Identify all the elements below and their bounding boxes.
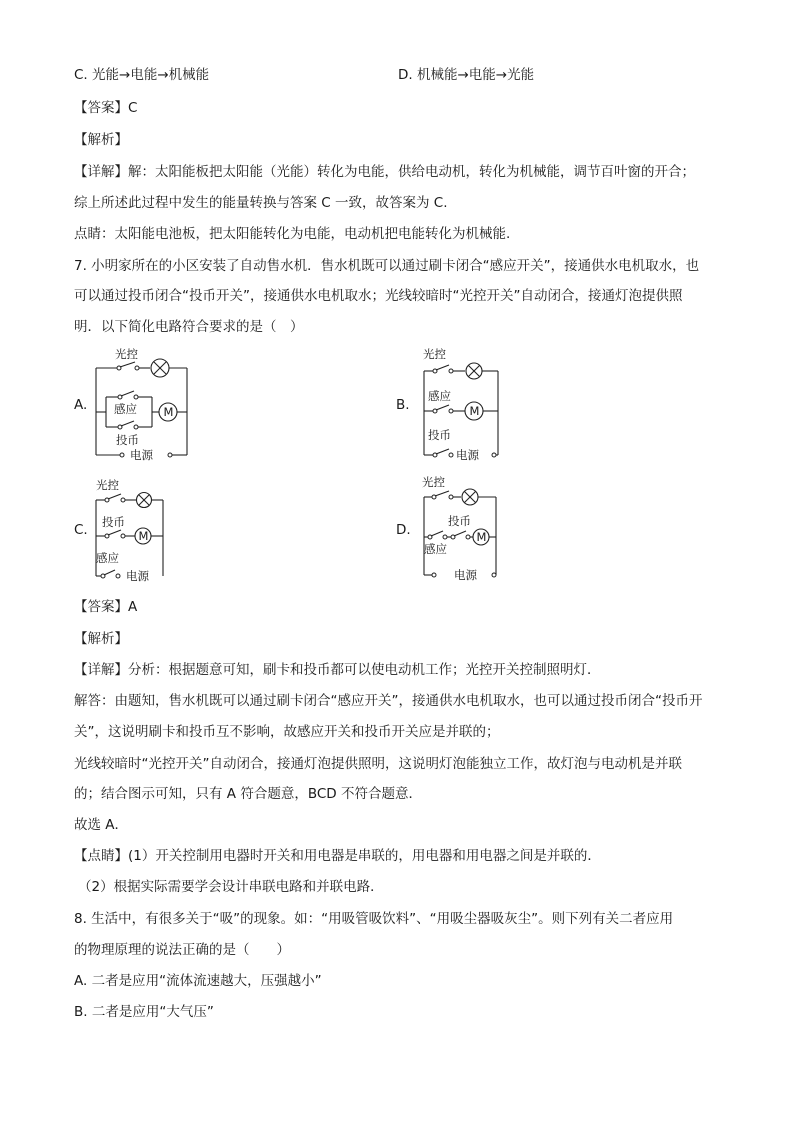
circuit-diagram-d [418, 473, 528, 585]
motor-symbol: M [476, 530, 487, 544]
q7-conclusion: 故选 A． [74, 817, 129, 833]
q6-comment: 点睛：太阳能电池板，把太阳能转化为电能，电动机把电能转化为机械能. [74, 226, 511, 242]
circuit-diagram-c [90, 476, 200, 586]
answer-tag: 【答案】 [74, 100, 128, 116]
light-control-label: 光控 [115, 347, 138, 361]
detail-text: 解：太阳能板把太阳能（光能）转化为电能，供给电动机，转化为机械能，调节百叶窗的开合； [128, 164, 695, 180]
coin-label: 投币 [102, 515, 125, 529]
q8-stem-1: 8. 生活中，有很多关于“吸”的现象。如：“用吸管吸饮料”、“用吸尘器吸灰尘”。则下列有关二者应用 [74, 911, 674, 927]
q6-detail-1 [74, 163, 695, 181]
q8-stem-2: 的物理原理的说法正确的是（ ） [74, 942, 290, 958]
answer-value: A [128, 599, 138, 615]
detail-text: 分析：根据题意可知，刷卡和投币都可以使电动机工作；光控开关控制照明灯． [128, 662, 601, 678]
coin-label: 投币 [448, 514, 471, 528]
sensor-label: 感应 [114, 402, 137, 416]
answer-value: C [128, 100, 138, 116]
sensor-label: 感应 [424, 542, 447, 556]
q7-answer [74, 598, 137, 616]
q7-detail-2: 解答：由题知，售水机既可以通过刷卡闭合“感应开关”，接通供水电机取水，也可以通过投币闭合“投币开 [74, 693, 703, 709]
motor-icon [159, 403, 177, 421]
option-c-label: C. [74, 522, 88, 538]
point-tag: 【点睛】 [74, 848, 128, 864]
q7-analysis-tag: 【解析】 [74, 631, 128, 647]
q6-option-c: C. 光能→电能→机械能 [74, 67, 210, 83]
sensor-label: 感应 [428, 389, 451, 403]
q7-detail-4: 光线较暗时“光控开关”自动闭合，接通灯泡提供照明，这说明灯泡能独立工作，故灯泡与电动机是并联 [74, 756, 682, 772]
q7-stem-2: 可以通过投币闭合“投币开关”，接通供水电机取水；光线较暗时“光控开关”自动闭合，接通灯泡提供照 [74, 288, 683, 304]
answer-tag: 【答案】 [74, 599, 128, 615]
motor-icon [465, 402, 483, 420]
q7-detail-1 [74, 661, 601, 679]
option-b-label: B. [396, 397, 410, 413]
q7-stem-3: 明．以下简化电路符合要求的是（ ） [74, 319, 304, 335]
light-control-label: 光控 [423, 347, 446, 361]
coin-label: 投币 [116, 433, 139, 447]
circuit-diagram-a [90, 343, 200, 463]
q6-analysis-tag: 【解析】 [74, 132, 128, 148]
lamp-icon [466, 363, 482, 379]
q7-stem-1: 7. 小明家所在的小区安装了自动售水机．售水机既可以通过刷卡闭合“感应开关”，接通供水电机取水，也 [74, 258, 700, 274]
option-d-label: D. [396, 522, 411, 538]
motor-icon [135, 528, 151, 544]
motor-symbol: M [163, 405, 174, 419]
power-label: 电源 [130, 448, 153, 462]
q6-option-d: D. 机械能→电能→光能 [398, 67, 535, 83]
lamp-icon [137, 493, 152, 508]
q6-answer [74, 99, 137, 117]
q7-point-1 [74, 847, 601, 865]
power-label: 电源 [456, 448, 479, 462]
motor-symbol: M [138, 529, 149, 543]
q8-option-b: B. 二者是应用“大气压” [74, 1004, 214, 1020]
q6-detail-2: 综上所述此过程中发生的能量转换与答案 C 一致，故答案为 C. [74, 195, 448, 211]
q7-point-2: （2）根据实际需要学会设计串联电路和并联电路． [78, 879, 384, 895]
circuit-diagram-b [418, 343, 528, 463]
lamp-icon [462, 489, 478, 505]
q7-detail-5: 的；结合图示可知，只有 A 符合题意，BCD 不符合题意． [74, 786, 422, 802]
q8-option-a: A. 二者是应用“流体流速越大，压强越小” [74, 973, 322, 989]
coin-label: 投币 [428, 428, 451, 442]
q7-detail-3: 关”，这说明刷卡和投币互不影响，故感应开关和投币开关应是并联的； [74, 724, 500, 740]
light-control-label: 光控 [96, 478, 119, 492]
motor-symbol: M [469, 404, 480, 418]
sensor-label: 感应 [96, 551, 119, 565]
point-text: (1）开关控制用电器时开关和用电器是串联的，用电器和用电器之间是并联的． [128, 848, 601, 864]
power-label: 电源 [454, 568, 477, 582]
light-control-label: 光控 [422, 475, 445, 489]
power-label: 电源 [126, 569, 149, 583]
detail-tag: 【详解】 [74, 164, 128, 180]
detail-tag: 【详解】 [74, 662, 128, 678]
motor-icon [473, 529, 489, 545]
lamp-icon [151, 359, 169, 377]
option-a-label: A. [74, 397, 88, 413]
